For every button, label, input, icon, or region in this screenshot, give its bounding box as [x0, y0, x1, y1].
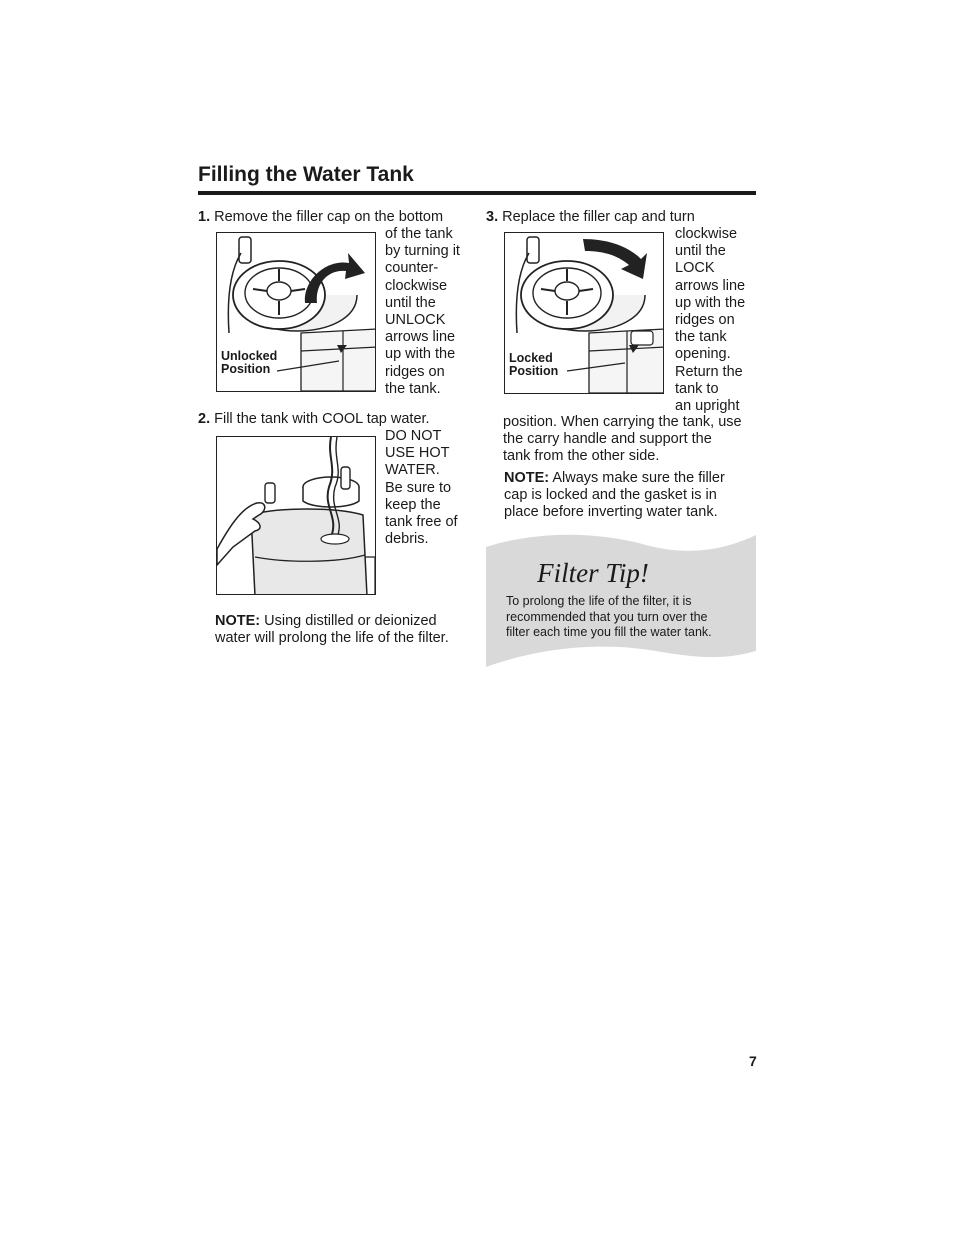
- step1-text-line: of the tank: [385, 226, 453, 242]
- step2-text-line: tank free of: [385, 514, 458, 531]
- step2-intro: [198, 411, 430, 428]
- step3-text-line: Return the: [675, 363, 743, 380]
- fill-tank-illustration: [216, 436, 376, 595]
- step1-text: [385, 226, 460, 398]
- lock-illustration: [504, 232, 664, 394]
- step2-text-line: debris.: [385, 531, 429, 548]
- step3-tail: [503, 414, 742, 466]
- title-rule: [198, 191, 756, 195]
- note-right: [504, 470, 725, 522]
- step2-text: [385, 428, 458, 548]
- step3-text-line: an upright: [675, 398, 740, 415]
- step3-tail-line: the carry handle and support the: [503, 431, 712, 448]
- locked-label-line2: Position: [509, 364, 559, 378]
- step3-text-line: clockwise: [675, 226, 738, 242]
- filter-tip-line: filter each time you fill the water tank.: [506, 625, 712, 639]
- note-right-text1: Always make sure the filler: [552, 470, 725, 486]
- step3-text-line: LOCK: [675, 260, 715, 277]
- step1-text-line: ridges on: [385, 363, 445, 380]
- step3-text-line: tank to: [675, 380, 719, 397]
- step3-text: [675, 226, 745, 415]
- filter-tip-title: Filter Tip!: [537, 558, 649, 588]
- step1-text-line: clockwise: [385, 277, 448, 294]
- locked-label: [509, 352, 558, 378]
- unlocked-label-line1: Unlocked: [221, 349, 278, 363]
- locked-label-line1: Locked: [509, 351, 553, 365]
- page-title: Filling the Water Tank: [198, 163, 414, 186]
- step3-text-line: ridges on: [675, 312, 735, 329]
- step2-text-line: WATER.: [385, 462, 440, 479]
- note-left-line1: [215, 613, 449, 630]
- step1-text-line: by turning it: [385, 243, 460, 260]
- step1-line1: Remove the filler cap on the bottom: [214, 209, 444, 225]
- step3-tail-line: position. When carrying the tank, use: [503, 414, 742, 430]
- step3-tail-line: tank from the other side.: [503, 448, 660, 465]
- fill-drawing: [217, 437, 376, 595]
- step3-text-line: opening.: [675, 346, 731, 363]
- note-right-line1: [504, 470, 725, 487]
- step3-text-line: arrows line: [675, 277, 746, 294]
- filter-tip-line: recommended that you turn over the: [506, 610, 708, 624]
- unlocked-label: [221, 350, 277, 376]
- step1-text-line: UNLOCK: [385, 312, 446, 329]
- step3-text-line: the tank: [675, 329, 727, 346]
- filter-tip-line: To prolong the life of the filter, it is: [506, 594, 692, 608]
- step2-line1: Fill the tank with COOL tap water.: [214, 411, 430, 427]
- step3-text-line: up with the: [675, 294, 746, 311]
- note-right-label: NOTE:: [504, 470, 550, 486]
- step2-text-line: DO NOT: [385, 428, 442, 444]
- step3-line1: Replace the filler cap and turn: [502, 209, 695, 225]
- step2-text-line: USE HOT: [385, 445, 450, 462]
- note-left-text1: Using distilled or deionized: [264, 613, 437, 629]
- step2-text-line: keep the: [385, 496, 441, 513]
- step3-intro: [486, 209, 695, 226]
- note-right-line3: place before inverting water tank.: [504, 504, 718, 521]
- step1-text-line: until the: [385, 294, 436, 311]
- step3-number: 3.: [486, 209, 499, 225]
- step1-text-line: the tank.: [385, 380, 441, 397]
- page-number: 7: [749, 1053, 757, 1069]
- step2-number: 2.: [198, 411, 211, 427]
- step1-text-line: up with the: [385, 346, 456, 363]
- step1-intro: [198, 209, 443, 226]
- note-left-line2: water will prolong the life of the filter.: [215, 630, 449, 647]
- note-left: [215, 613, 449, 647]
- step3-text-line: until the: [675, 243, 726, 260]
- unlock-illustration: [216, 232, 376, 392]
- note-left-label: NOTE:: [215, 613, 261, 629]
- step2-text-line: Be sure to: [385, 479, 452, 496]
- step1-number: 1.: [198, 209, 211, 225]
- step1-text-line: arrows line: [385, 329, 456, 346]
- unlocked-label-line2: Position: [221, 362, 271, 376]
- note-right-line2: cap is locked and the gasket is in: [504, 487, 717, 504]
- step1-text-line: counter-: [385, 260, 439, 277]
